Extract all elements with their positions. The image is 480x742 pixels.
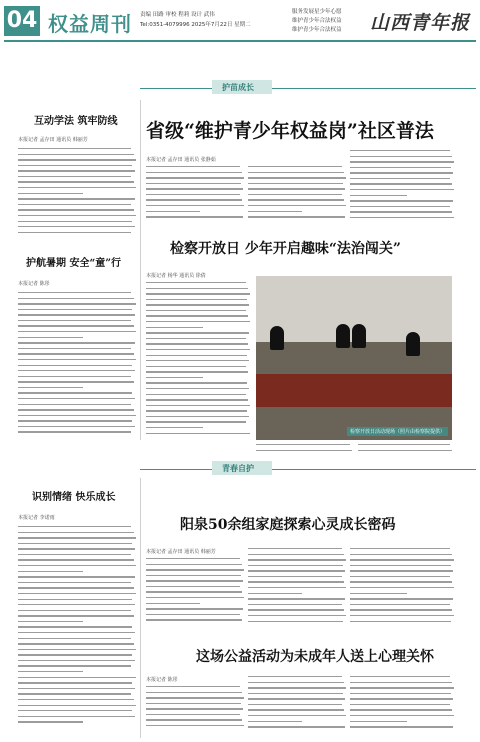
text-line [350,570,453,571]
text-line [248,205,346,206]
text-line [350,195,407,196]
text-line [146,282,246,283]
text-line [248,621,343,622]
text-line [350,150,450,151]
article-text [146,282,250,440]
text-line [18,526,131,527]
text-line [18,381,134,382]
text-line [18,716,135,717]
text-line [146,366,246,367]
text-line [18,353,134,354]
article-text [248,676,346,734]
text-line [18,215,136,216]
text-line [248,216,345,217]
header-rule [4,40,476,42]
text-line [18,298,134,299]
text-line [18,649,136,650]
text-line [146,166,240,167]
byline: 本报记者 李诺雨 [18,515,55,521]
text-line [146,569,244,570]
text-line [146,343,248,344]
text-line [146,288,248,289]
text-line [350,676,450,677]
article-text [146,558,244,630]
byline: 本报记者 孟存田 通讯员 韩丽芳 [18,137,88,143]
text-line [350,183,452,184]
article-headline: 检察开放日 少年开启趣味“法治闯关” [170,241,401,257]
byline: 本报记者 孟存田 通讯员 韩丽芳 [146,549,216,555]
text-line [146,564,242,565]
text-line [18,576,135,577]
text-line [18,688,135,689]
text-line [18,404,131,405]
text-line [146,619,242,620]
banner-middle-label: 青春自护 [222,464,254,473]
text-line [18,660,135,661]
text-line [248,598,345,599]
text-line [248,609,344,610]
text-line [18,314,135,315]
text-line [18,387,83,388]
text-line [146,177,244,178]
text-line [18,398,135,399]
text-line [146,703,241,704]
text-line [146,183,241,184]
article-text [350,548,454,630]
text-line [146,399,248,400]
page-number: 04 [4,6,40,36]
text-line [18,543,132,544]
text-line [350,167,451,168]
slogan-line: 维护青少年合法权益 [292,27,342,33]
text-line [18,409,134,410]
byline: 本报记者 陈彤 [146,677,178,683]
text-line [18,232,131,233]
text-line [18,587,134,588]
text-line [18,682,132,683]
text-line [146,416,249,417]
text-line [18,325,134,326]
article-text [18,292,136,442]
text-line [256,444,350,445]
text-line [146,382,247,383]
column-divider [140,478,141,738]
text-line [18,342,135,343]
text-line [248,554,344,555]
text-line [256,450,352,451]
article-text [248,166,346,226]
editor-line: 责编 田路 审校 程莉 设计 武伟 [140,12,215,18]
text-line [18,532,134,533]
text-line [350,726,453,727]
text-line [146,172,242,173]
text-line [18,193,83,194]
text-line [350,565,451,566]
text-line [350,156,452,157]
text-line [146,580,243,581]
text-line [146,575,241,576]
text-line [18,654,132,655]
slogan [292,8,370,35]
text-line [18,309,132,310]
masthead [0,0,480,44]
text-line [18,226,135,227]
byline: 本报记者 孟存田 通讯员 张静茹 [146,157,216,163]
text-line [350,200,453,201]
text-line [146,697,244,698]
text-line [18,165,132,166]
text-line [248,581,344,582]
text-line [146,371,248,372]
text-line [248,211,302,212]
text-line [350,698,453,699]
text-line [146,603,200,604]
text-line [146,304,249,305]
text-line [146,394,246,395]
text-line [18,559,134,560]
text-line [146,355,247,356]
text-line [248,704,342,705]
text-line [146,410,247,411]
date-line: Tel:0351-4079996 2025年7月22日 星期二 [140,22,251,28]
text-line [18,415,136,416]
text-line [358,444,450,445]
text-line [18,548,135,549]
text-line [350,559,454,560]
text-line [248,576,342,577]
text-line [18,204,131,205]
text-line [146,188,243,189]
text-line [146,327,203,328]
text-line [350,693,451,694]
text-line [350,576,450,577]
text-line [248,172,344,173]
text-line [18,599,132,600]
banner-top-label: 护苗成长 [222,83,254,92]
text-line [18,392,132,393]
text-line [146,433,250,434]
text-line [248,687,346,688]
text-line [18,677,136,678]
article-text [358,444,454,458]
text-line [248,166,342,167]
text-line [350,172,453,173]
banner-rule [140,469,476,470]
text-line [358,450,452,451]
text-line [350,709,452,710]
text-line [350,598,453,599]
text-line [18,303,136,304]
text-line [350,615,454,616]
text-line [18,604,135,605]
text-line [18,148,131,149]
text-line [18,170,135,171]
text-line [18,610,131,611]
text-line [18,721,83,722]
article-text [248,548,346,630]
text-line [18,554,131,555]
byline: 本报记者 杨华 通讯员 徐倩 [146,273,206,279]
text-line [248,693,343,694]
text-line [18,331,136,332]
text-line [18,359,136,360]
text-line [248,615,346,616]
text-line [18,426,135,427]
text-line [146,388,249,389]
main-headline: 省级“维护青少年权益岗”社区普法 [146,120,434,142]
text-line [350,587,454,588]
text-line [18,376,131,377]
text-line [18,621,83,622]
text-line [248,183,343,184]
text-line [146,725,244,726]
text-line [18,699,134,700]
newspaper-logo: 山西青年报 [370,12,471,34]
text-line [248,676,342,677]
text-line [146,405,250,406]
text-line [18,593,136,594]
text-line [18,209,134,210]
article-text [18,526,136,732]
text-line [18,181,134,182]
text-line [146,719,242,720]
text-line [350,554,452,555]
text-line [146,421,246,422]
photo-caption: 检察开放日活动现场（照片由检察院提供） [347,427,448,436]
text-line [248,604,342,605]
text-line [248,194,342,195]
text-line [248,565,343,566]
text-line [350,604,450,605]
text-line [18,665,131,666]
text-line [350,217,454,218]
article-title: 识别情绪 快乐成长 [32,492,116,503]
text-line [248,587,346,588]
article-text [146,686,244,734]
text-line [146,608,243,609]
article-text [18,148,136,240]
text-line [18,154,134,155]
text-line [350,211,452,212]
article-text [350,676,454,734]
text-line [18,365,132,366]
text-line [18,582,131,583]
text-line [18,615,134,616]
text-line [146,427,203,428]
section-title: 权益周刊 [48,12,132,36]
text-line [18,198,135,199]
text-line [18,292,131,293]
text-line [248,559,346,560]
text-line [146,360,249,361]
text-line [146,216,243,217]
text-line [18,187,136,188]
slogan-line: 维护青少年合法权益 [292,18,342,24]
text-line [146,205,244,206]
text-line [18,693,131,694]
text-line [146,310,246,311]
court-photo [256,276,452,440]
text-line [248,188,345,189]
text-line [248,199,344,200]
article-text [256,444,354,458]
text-line [248,721,302,722]
text-line [248,593,302,594]
text-line [350,178,450,179]
text-line [350,581,452,582]
text-line [146,377,203,378]
text-line [146,299,247,300]
slogan-line: 服务发展星少年心愿 [292,9,342,15]
article-title: 护航暑期 安全“童”行 [26,258,121,269]
text-line [350,715,454,716]
text-line [248,682,344,683]
text-line [248,698,345,699]
text-line [146,692,242,693]
text-line [146,708,243,709]
text-line [146,293,250,294]
text-line [146,686,240,687]
article-text [146,166,244,226]
text-line [146,338,246,339]
text-line [146,597,244,598]
text-line [350,721,407,722]
text-line [146,614,240,615]
text-line [350,621,451,622]
text-line [350,548,450,549]
text-line [18,431,131,432]
text-line [146,315,248,316]
text-line [350,593,407,594]
article-headline: 这场公益活动为未成年人送上心理关怀 [196,649,434,665]
text-line [350,161,454,162]
banner-rule [140,88,476,89]
text-line [146,586,240,587]
text-line [350,682,452,683]
column-divider [140,100,141,440]
text-line [18,537,136,538]
text-line [18,626,132,627]
text-line [18,348,131,349]
text-line [248,726,345,727]
text-line [18,370,135,371]
article-headline: 阳泉50余组家庭探索心灵成长密码 [180,517,396,533]
byline: 本报记者 陈彤 [18,281,50,287]
text-line [18,159,136,160]
text-line [146,558,240,559]
text-line [350,704,450,705]
text-line [146,349,250,350]
article-text [350,150,454,226]
text-line [18,565,136,566]
text-line [248,548,342,549]
text-line [18,337,83,338]
text-line [350,206,450,207]
text-line [18,632,135,633]
text-line [248,709,344,710]
text-line [146,321,250,322]
text-line [18,638,131,639]
text-line [146,199,242,200]
text-line [18,671,83,672]
text-line [146,194,240,195]
text-line [350,687,454,688]
text-line [248,715,346,716]
text-line [146,714,240,715]
text-line [146,332,249,333]
text-line [18,571,83,572]
text-line [146,591,242,592]
text-line [248,177,346,178]
article-title: 互动学法 筑牢防线 [34,116,118,127]
text-line [350,609,452,610]
text-line [18,176,131,177]
text-line [18,710,132,711]
text-line [18,643,134,644]
text-line [18,705,136,706]
text-line [248,570,345,571]
text-line [18,320,131,321]
text-line [18,221,132,222]
text-line [146,211,200,212]
text-line [18,420,132,421]
text-line [350,189,454,190]
